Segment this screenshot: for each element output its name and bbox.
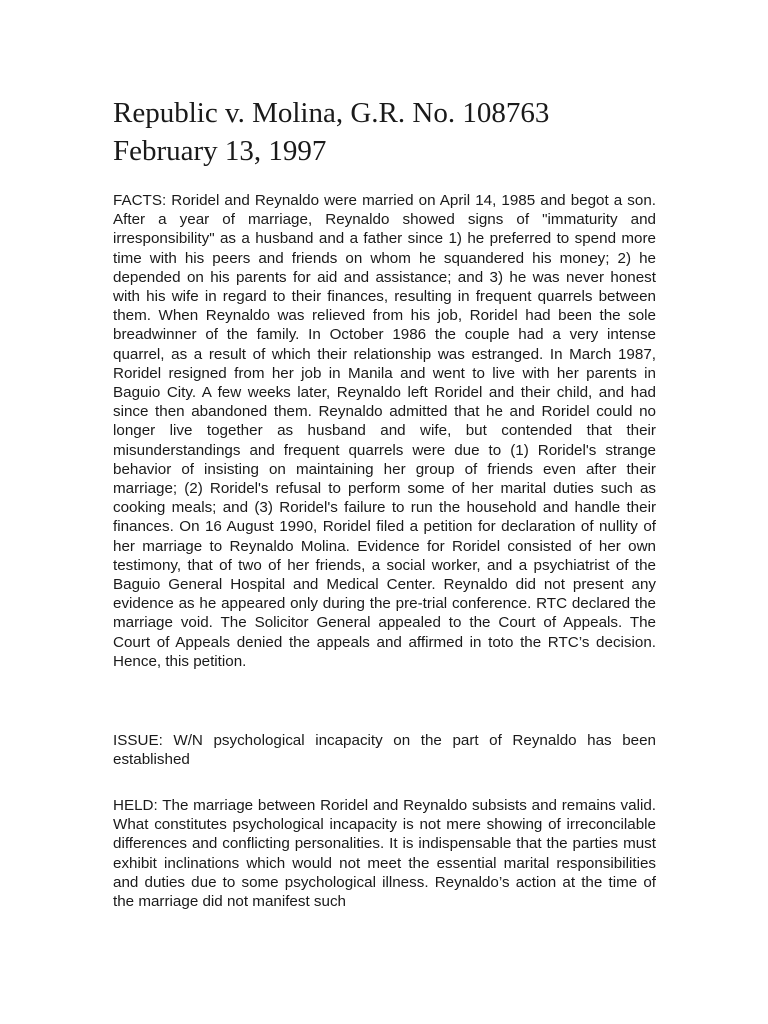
held-section [113,796,656,911]
held-paragraph: HELD: The marriage between Roridel and Reynaldo subsists and remains valid. What constitutes psychological incapacity is not mere showing of irreconcilable differences and conflicting personalities. It is indispensable that the parties must exhibit inclinations which would not meet the essential marital responsibilities and duties due to some psychological illness. Reynaldo’s action at the time of the marriage did not manifest such [113,797,656,911]
facts-paragraph: FACTS: Roridel and Reynaldo were married on April 14, 1985 and begot a son. After a year of marriage, Reynaldo showed signs of "immaturity and irresponsibility" as a husband and a father since 1) he preferred to spend more time with his peers and friends on whom he squandered his money; 2) he depended on his parents for aid and assistance; and 3) he was never honest with his wife in regard to their finances, resulting in frequent quarrels between them. When Reynaldo was relieved from his job, Roridel had been the sole breadwinner of the family. In October 1986 the couple had a very intense quarrel, as a result of which their relationship was estranged. In March 1987, Roridel resigned from her job in Manila and went to live with her parents in Baguio City. A few weeks later, Reynaldo left Roridel and their child, and had since then abandoned them. Reynaldo admitted that he and Roridel could no longer live together as husband and wife, but contended that their misunderstandings and frequent quarrels were due to (1) Roridel's strange behavior of insisting on maintaining her group of friends even after their marriage; (2) Roridel's refusal to perform some of her marital duties such as cooking meals; and (3) Roridel's failure to run the household and handle their finances. On 16 August 1990, Roridel filed a petition for declaration of nullity of her marriage to Reynaldo Molina. Evidence for Roridel consisted of her own testimony, that of two of her friends, a social worker, and a psychiatrist of the Baguio General Hospital and Medical Center. Reynaldo did not present any evidence as he appeared only during the pre-trial conference. RTC declared the marriage void. The Solicitor General appealed to the Court of Appeals. The Court of Appeals denied the appeals and affirmed in toto the RTC’s decision. Hence, this petition. [113,192,656,670]
issue-paragraph: ISSUE: W/N psychological incapacity on the part of Reynaldo has been established [113,732,656,769]
page-title [113,94,673,170]
issue-section [113,731,656,769]
title-date: February 13, 1997 [113,135,327,167]
title-case-name: Republic v. Molina, G.R. No. 108763 [113,97,550,129]
facts-section [113,191,656,671]
